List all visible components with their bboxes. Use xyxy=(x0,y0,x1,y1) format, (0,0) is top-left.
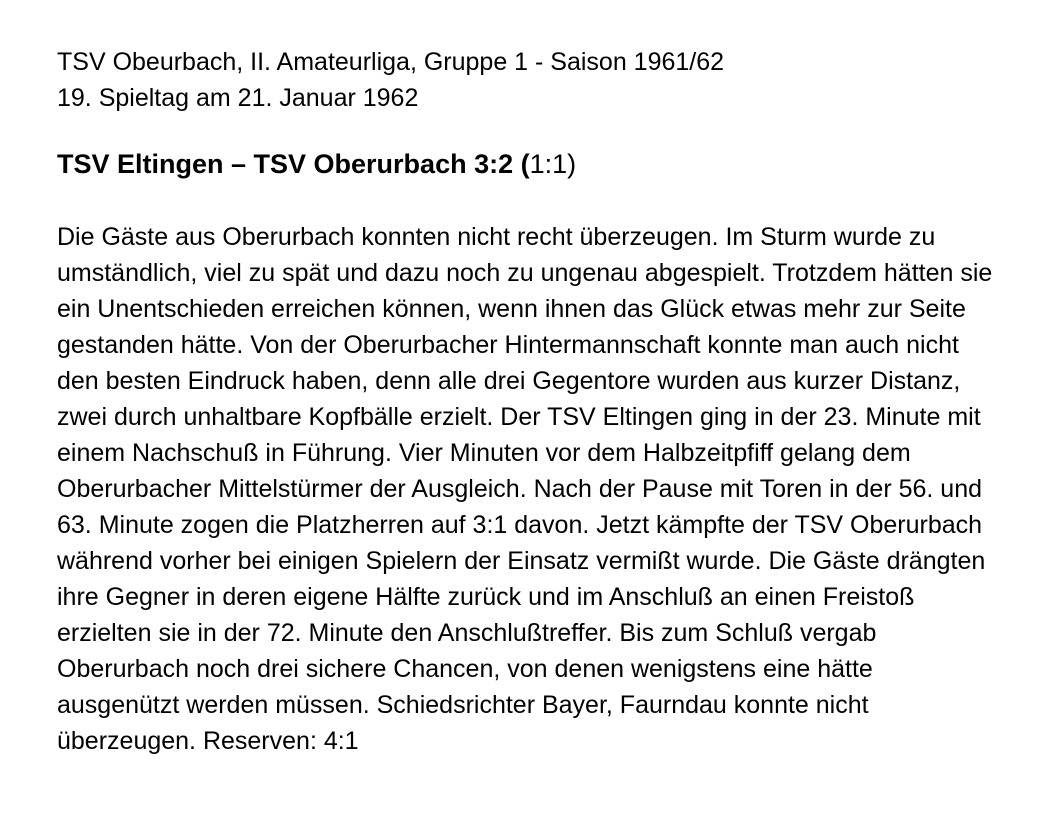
document-header xyxy=(57,44,1001,116)
match-halftime-score: 1:1) xyxy=(529,149,577,179)
match-result-heading xyxy=(57,147,1001,181)
match-report-text: Die Gäste aus Oberurbach konnten nicht recht überzeugen. Im Sturm wurde zu umständlich, viel zu spät und dazu noch zu ungenau abgespielt. Trotzdem hätten sie ein Unentschieden erreichen können, wenn ihnen das Glück etwas mehr zur Seite gestanden hätte. Von der Oberurbacher Hintermannschaft konnte man auch nicht den besten Eindruck haben, denn alle drei Gegentore wurden aus kurzer Distanz, zwei durch unhaltbare Kopfbälle erzielt. Der TSV Eltingen ging in der 23. Minute mit einem Nachschuß in Führung. Vier Minuten vor dem Halbzeitpfiff gelang dem Oberurbacher Mittelstürmer der Ausgleich. Nach der Pause mit Toren in der 56. und 63. Minute zogen die Platzherren auf 3:1 davon. Jetzt kämpfte der TSV Oberurbach während vorher bei einigen Spielern der Einsatz vermißt wurde. Die Gäste drängten ihre Gegner in deren eigene Hälfte zurück und im Anschluß an einen Freistoß erzielten sie in der 72. Minute den Anschlußtreffer. Bis zum Schluß vergab Oberurbach noch drei sichere Chancen, von denen wenigstens eine hätte ausgenützt werden müssen. Schiedsrichter Bayer, Faurndau konnte nicht überzeugen. Reserven: 4:1 xyxy=(57,223,993,755)
match-result-title: TSV Eltingen – TSV Oberurbach 3:2 ( xyxy=(57,149,530,179)
header-league-line: TSV Obeurbach, II. Amateurliga, Gruppe 1 - Saison 1961/62 xyxy=(57,48,725,76)
header-matchday-line: 19. Spieltag am 21. Januar 1962 xyxy=(57,84,419,112)
